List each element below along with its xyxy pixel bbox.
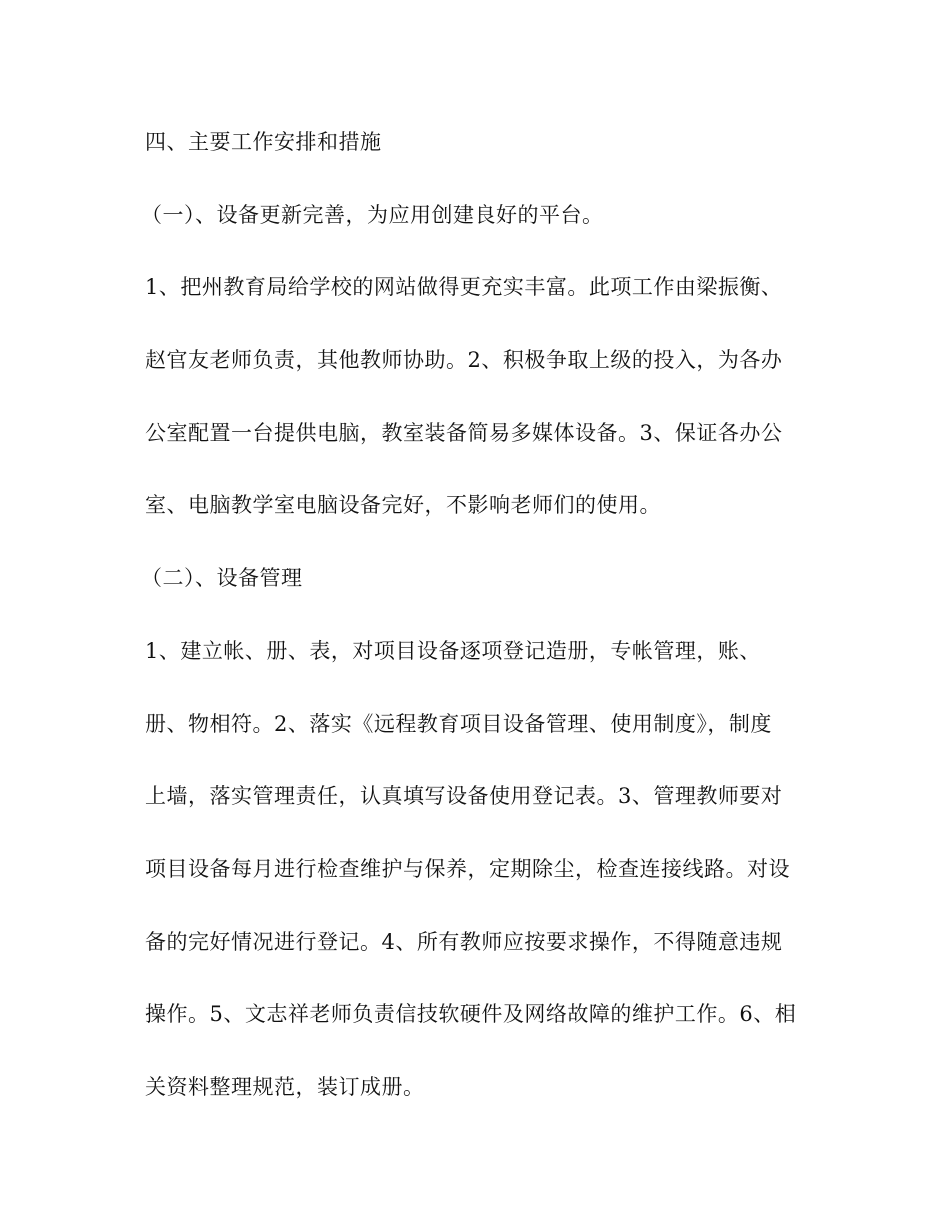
paragraph-line: 关资料整理规范，装订成册。: [145, 1075, 425, 1099]
paragraph-line: 公室配置一台提供电脑，教室装备简易多媒体设备。3、保证各办公: [145, 421, 783, 445]
paragraph-line: 赵官友老师负责，其他教师协助。2、积极争取上级的投入，为各办: [145, 348, 783, 372]
subsection-title-2: （二）、设备管理: [141, 566, 303, 590]
paragraph-line: 1、建立帐、册、表，对项目设备逐项登记造册，专帐管理，账、: [145, 639, 761, 663]
subsection-title-1: （一）、设备更新完善，为应用创建良好的平台。: [141, 203, 604, 227]
paragraph-line: 上墙，落实管理责任，认真填写设备使用登记表。3、管理教师要对: [145, 784, 783, 808]
paragraph-line: 备的完好情况进行登记。4、所有教师应按要求操作，不得随意违规: [145, 930, 783, 954]
section-heading: 四、主要工作安排和措施: [145, 130, 382, 154]
paragraph-line: 操作。5、文志祥老师负责信技软硬件及网络故障的维护工作。6、相: [145, 1002, 797, 1026]
paragraph-line: 1、把州教育局给学校的网站做得更充实丰富。此项工作由梁振衡、: [145, 275, 783, 299]
paragraph-line: 册、物相符。2、落实《远程教育项目设备管理、使用制度》，制度: [145, 712, 772, 736]
paragraph-line: 项目设备每月进行检查维护与保养，定期除尘，检查连接线路。对设: [145, 857, 790, 881]
paragraph-line: 室、电脑教学室电脑设备完好，不影响老师们的使用。: [145, 493, 661, 517]
